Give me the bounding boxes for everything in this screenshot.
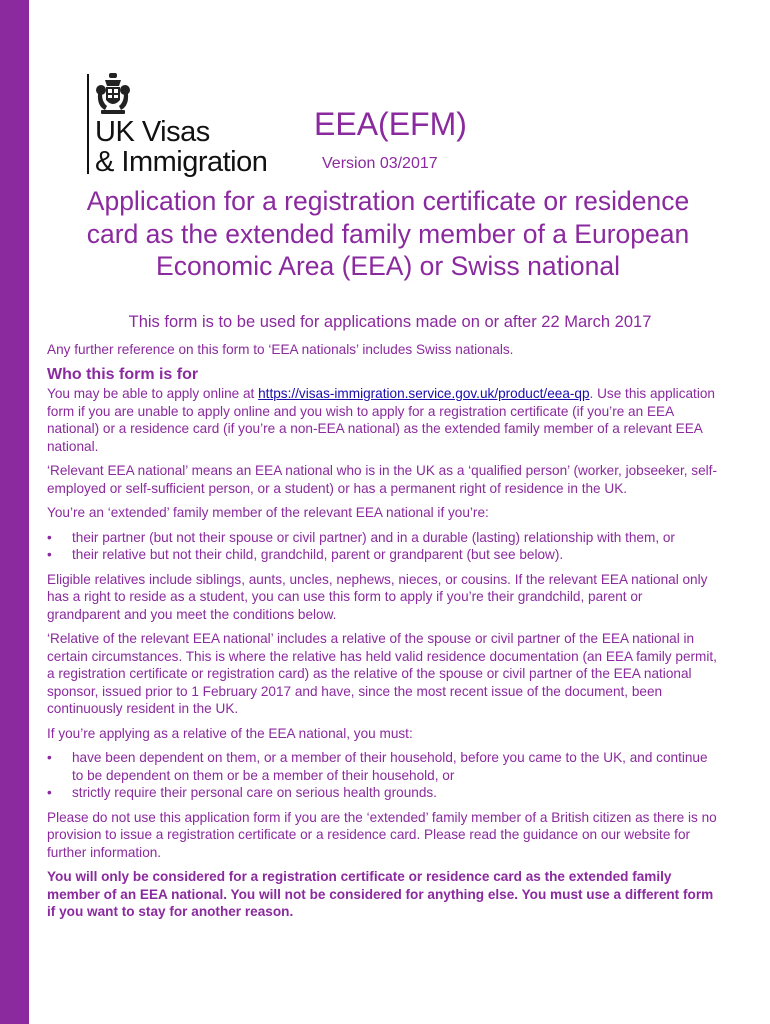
list-item-text: strictly require their personal care on serious health grounds. bbox=[72, 785, 437, 800]
list-item-text: have been dependent on them, or a member of their household, before you came to the UK, and continue to be dependent on them or be a member of their household, or bbox=[72, 750, 708, 783]
royal-crest-icon bbox=[95, 72, 131, 116]
list-item bbox=[47, 546, 717, 564]
form-version: Version 03/2017 bbox=[322, 155, 438, 172]
logo-text-line1: UK Visas bbox=[95, 116, 210, 148]
bullet-marker: • bbox=[47, 547, 52, 562]
relevant-eea-definition: ‘Relevant EEA national’ means an EEA national who is in the UK as a ‘qualified person’ (worker, jobseeker, self-employed or self-sufficient person, or a student) or has a permanent right of residence in the UK. bbox=[47, 463, 717, 496]
logo-divider bbox=[87, 74, 89, 174]
page-subtitle: This form is to be used for applications made on or after 22 March 2017 bbox=[128, 313, 652, 331]
uk-visas-immigration-logo bbox=[87, 72, 287, 180]
extended-member-list bbox=[47, 529, 717, 564]
logo-text-line2: & Immigration bbox=[95, 146, 268, 178]
relative-requirements-intro: If you’re applying as a relative of the EEA national, you must: bbox=[47, 725, 413, 741]
left-accent-bar bbox=[0, 0, 29, 1024]
bullet-marker: • bbox=[47, 785, 52, 800]
apply-online-paragraph bbox=[47, 385, 717, 455]
section-heading-who: Who this form is for bbox=[47, 365, 199, 383]
reference-note: Any further reference on this form to ‘EEA nationals’ includes Swiss nationals. bbox=[47, 342, 514, 357]
form-guidance-content bbox=[47, 341, 717, 928]
apply-online-text-before: You may be able to apply online at bbox=[47, 386, 259, 401]
list-item bbox=[47, 784, 717, 802]
bullet-marker: • bbox=[47, 750, 52, 765]
list-item bbox=[47, 749, 717, 784]
form-code: EEA(EFM) bbox=[314, 106, 467, 142]
important-bold-note: You will only be considered for a registration certificate or residence card as the extended family member of an EEA national. You will not be considered for anything else. You must use a different form if you want to stay for another reason. bbox=[47, 869, 714, 919]
list-item-text: their relative but not their child, grandchild, parent or grandparent (but see below). bbox=[72, 547, 564, 562]
list-item-text: their partner (but not their spouse or civil partner) and in a durable (lasting) relationship with them, or bbox=[72, 529, 675, 545]
extended-member-intro: You’re an ‘extended’ family member of the relevant EEA national if you’re: bbox=[47, 505, 489, 520]
page-title: Application for a registration certificate or residence card as the extended family member of a European Economic Area (EEA) or Swiss national bbox=[86, 186, 690, 281]
bullet-marker: • bbox=[47, 529, 52, 545]
apply-online-link[interactable]: https://visas-immigration.service.gov.uk/product/eea-qp bbox=[258, 386, 590, 401]
relative-requirements-list bbox=[47, 749, 717, 802]
british-citizen-note: Please do not use this application form if you are the ‘extended’ family member of a British citizen as there is no provision to issue a registration certificate or a residence card. Please read the guidance on our website for further information. bbox=[47, 809, 717, 860]
eligible-relatives-paragraph: Eligible relatives include siblings, aunts, uncles, nephews, nieces, or cousins. If the relevant EEA national only has a right to reside as a student, you can use this form to apply if you’re their grandchild, parent or grandparent and you meet the conditions below. bbox=[47, 571, 708, 622]
list-item bbox=[47, 529, 717, 547]
apply-online-text-after: . Use this application form if you are unable to apply online and you wish to apply for a registration certificate (if you’re an EEA national) or a residence card (if you’re a non-EEA national) as the extended family member of a relevant EEA national. bbox=[47, 386, 715, 454]
relative-definition-paragraph: ‘Relative of the relevant EEA national’ includes a relative of the spouse or civil partner of the EEA national in certain circumstances. This is where the relative has held valid residence documentation (an EEA family permit, a registration certificate or registration card) as the relative of the spouse or civil partner of the EEA national sponsor, issued prior to 1 February 2017 and have, since the most recent issue of the document, been continuously resident in the UK. bbox=[47, 631, 717, 716]
